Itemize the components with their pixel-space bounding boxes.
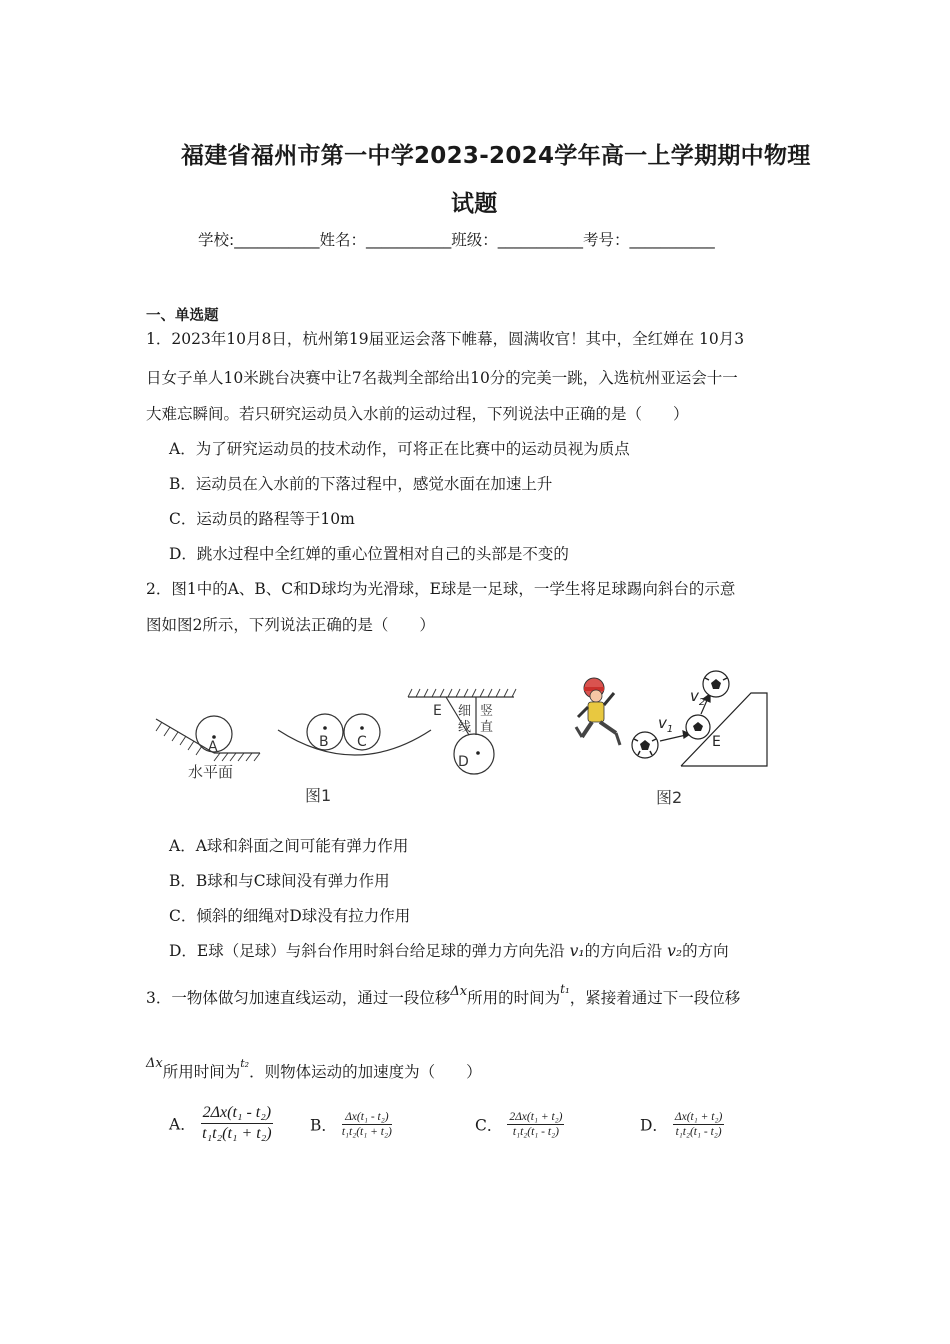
- q1-option-a: A．为了研究运动员的技术动作，可将正在比赛中的运动员视为质点: [169, 440, 630, 458]
- q3-option-c-formula: $\frac{\text{2Δx(t₁ + t₂)}}{\text{t₁t₂(t₁ - t₂)}}$: [509, 1111, 563, 1138]
- q2-option-c: C．倾斜的细绳对D球没有拉力作用: [169, 907, 411, 925]
- label-e-fig2: E: [712, 734, 721, 750]
- label-b: B: [319, 734, 329, 750]
- q3-option-d: D． $\frac{\text{Δx(t₁ + t₂)}}{\text{t₁t₂(t₁ - t₂)}}$: [640, 1111, 723, 1138]
- label-e-fig1: E: [433, 703, 442, 719]
- q1-option-b: B．运动员在入水前的下落过程中，感觉水面在加速上升: [169, 475, 553, 493]
- label-v2: $v_2$: [690, 687, 706, 708]
- student-kicker: [576, 678, 620, 745]
- label-d: D: [458, 754, 469, 770]
- label-a: A: [208, 739, 218, 755]
- soccer-ball-incline: [686, 715, 710, 739]
- q2-option-d: D．E球（足球）与斜台作用时斜台给足球的弹力方向先沿 v₁的方向后沿 v₂的方向: [169, 942, 729, 960]
- q3-option-a: A． $\frac{\text{2Δx(t₁ - t₂)}}{\text{t₁t₂(t₁ + t₂)}}$: [169, 1104, 272, 1142]
- figure1-balls-bc-setup: [278, 714, 431, 755]
- q2-option-a: A．A球和斜面之间可能有弹力作用: [169, 837, 409, 855]
- student-info-line: 学校:___________姓名：___________班级：___________考号：___________: [198, 231, 715, 249]
- velocity-arrow-v1: [660, 731, 690, 741]
- q2-option-b: B．B球和与C球间没有弹力作用: [169, 872, 390, 890]
- label-c: C: [357, 734, 367, 750]
- q2-stem-line-1: 2．图1中的A、B、C和D球均为光滑球，E球是一足球，一学生将足球踢向斜台的示意: [146, 580, 736, 598]
- fig2-caption: 图2: [656, 788, 683, 807]
- label-thin-line-2: 线: [458, 720, 472, 735]
- q3-option-d-formula: $\frac{\text{Δx(t₁ + t₂)}}{\text{t₁t₂(t₁ - t₂)}}$: [674, 1111, 723, 1138]
- label-horizontal-plane: 水平面: [188, 763, 234, 781]
- label-vertical-2: 直: [480, 720, 494, 735]
- q1-stem-line-2: 日女子单人10米跳台决赛中让7名裁判全部给出10分的完美一跳，入选杭州亚运会十一: [146, 369, 738, 387]
- q3-stem-line-1: 3．一物体做匀加速直线运动，通过一段位移$^{\Delta x}$所用的时间为$^{t_1}$，紧接着通过下一段位移: [146, 982, 741, 1007]
- q1-stem-line-3: 大难忘瞬间。若只研究运动员入水前的运动过程，下列说法中正确的是（ ）: [146, 405, 689, 423]
- q1-option-d: D．跳水过程中全红婵的重心位置相对自己的头部是不变的: [169, 545, 569, 563]
- label-thin-line-1: 细: [458, 704, 472, 719]
- q2-figure: [150, 665, 790, 815]
- q3-option-b: B． $\frac{\text{Δx(t₁ - t₂)}}{\text{t₁t₂(t₁ + t₂)}}$: [310, 1111, 392, 1138]
- page-title-line-1: 福建省福州市第一中学2023-2024学年高一上学期期中物理: [181, 143, 811, 169]
- page-title-line-2: 试题: [451, 191, 498, 217]
- fig1-caption: 图1: [305, 786, 332, 805]
- q2-stem-line-2: 图如图2所示，下列说法正确的是（ ）: [146, 616, 435, 634]
- q1-stem-line-1: 1．2023年10月8日，杭州第19届亚运会落下帷幕，圆满收官！其中，全红婵在 10月3: [146, 330, 745, 348]
- section-heading: 一、单选题: [146, 308, 219, 324]
- q3-option-b-formula: $\frac{\text{Δx(t₁ - t₂)}}{\text{t₁t₂(t₁ + t₂)}}$: [341, 1111, 392, 1138]
- q3-option-c: C． $\frac{\text{2Δx(t₁ + t₂)}}{\text{t₁t₂(t₁ - t₂)}}$: [475, 1111, 563, 1138]
- q3-option-a-formula: $\frac{\text{2Δx(t₁ - t₂)}}{\text{t₁t₂(t₁ + t₂)}}$: [202, 1104, 272, 1142]
- q3-stem-line-2: $^{\Delta x}$所用时间为$^{t_2}$．则物体运动的加速度为（ ）: [146, 1056, 482, 1081]
- label-v1: $v_1$: [658, 714, 674, 735]
- soccer-ball-top: [703, 671, 729, 697]
- label-vertical-1: 竖: [480, 704, 494, 719]
- soccer-ball-start: [632, 732, 658, 758]
- q1-option-c: C．运动员的路程等于10m: [169, 510, 355, 528]
